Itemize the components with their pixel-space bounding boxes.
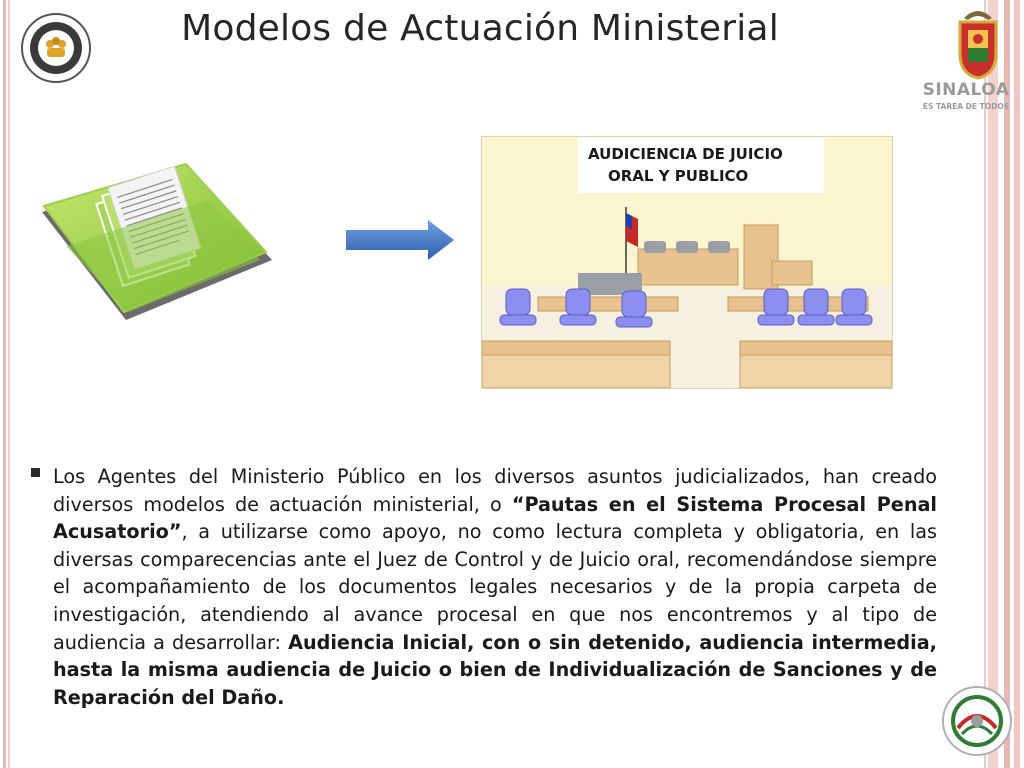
right-decorative-stripe xyxy=(976,0,1024,768)
seal-logo-icon xyxy=(20,12,92,84)
sinaloa-coat-of-arms-icon xyxy=(922,4,1018,114)
bullet-icon xyxy=(31,468,40,477)
institute-seal-icon xyxy=(940,684,1014,758)
paragraph-bold-1: “Pautas en el Sistema Procesal Penal Acusatorio” xyxy=(53,492,937,544)
slide-title: Modelos de Actuación Ministerial xyxy=(181,8,779,49)
paragraph-bold-2: Audiencia Inicial, con o sin detenido, audiencia intermedia, hasta la misma audiencia de Juicio o bien de Individualización de Sanciones y de Reparación del Daño. xyxy=(53,630,937,709)
courtroom-caption-line2: ORAL Y PUBLICO xyxy=(608,167,749,185)
courtroom-caption xyxy=(578,137,824,193)
body-paragraph xyxy=(53,463,937,711)
courtroom-caption-line1: AUDICIENCIA DE JUICIO xyxy=(588,145,783,163)
left-decorative-stripe xyxy=(0,0,12,768)
sinaloa-wordmark: SINALOA xyxy=(922,80,1010,100)
blue-arrow-right-icon xyxy=(344,220,456,260)
sinaloa-slogan: ES TAREA DE TODOS xyxy=(922,102,1010,111)
paragraph-text-2: , a utilizarse como apoyo, no como lectura completa y obligatoria, en las diversas comparecencias ante el Juez de Control y de Juicio oral, recomendándose siempre el acompañamiento de los documentos legales necesarios y de la propia carpeta de investigación, atendiendo al avance procesal en que nos encontremos y al tipo de audiencia a desarrollar: xyxy=(53,520,937,654)
paragraph-text-1: Los Agentes del Ministerio Público en los diversos asuntos judicializados, han creado diversos modelos de actuación ministerial, o xyxy=(53,465,937,516)
courtroom-illustration-icon xyxy=(481,136,893,389)
green-folder-documents-icon xyxy=(38,160,278,330)
